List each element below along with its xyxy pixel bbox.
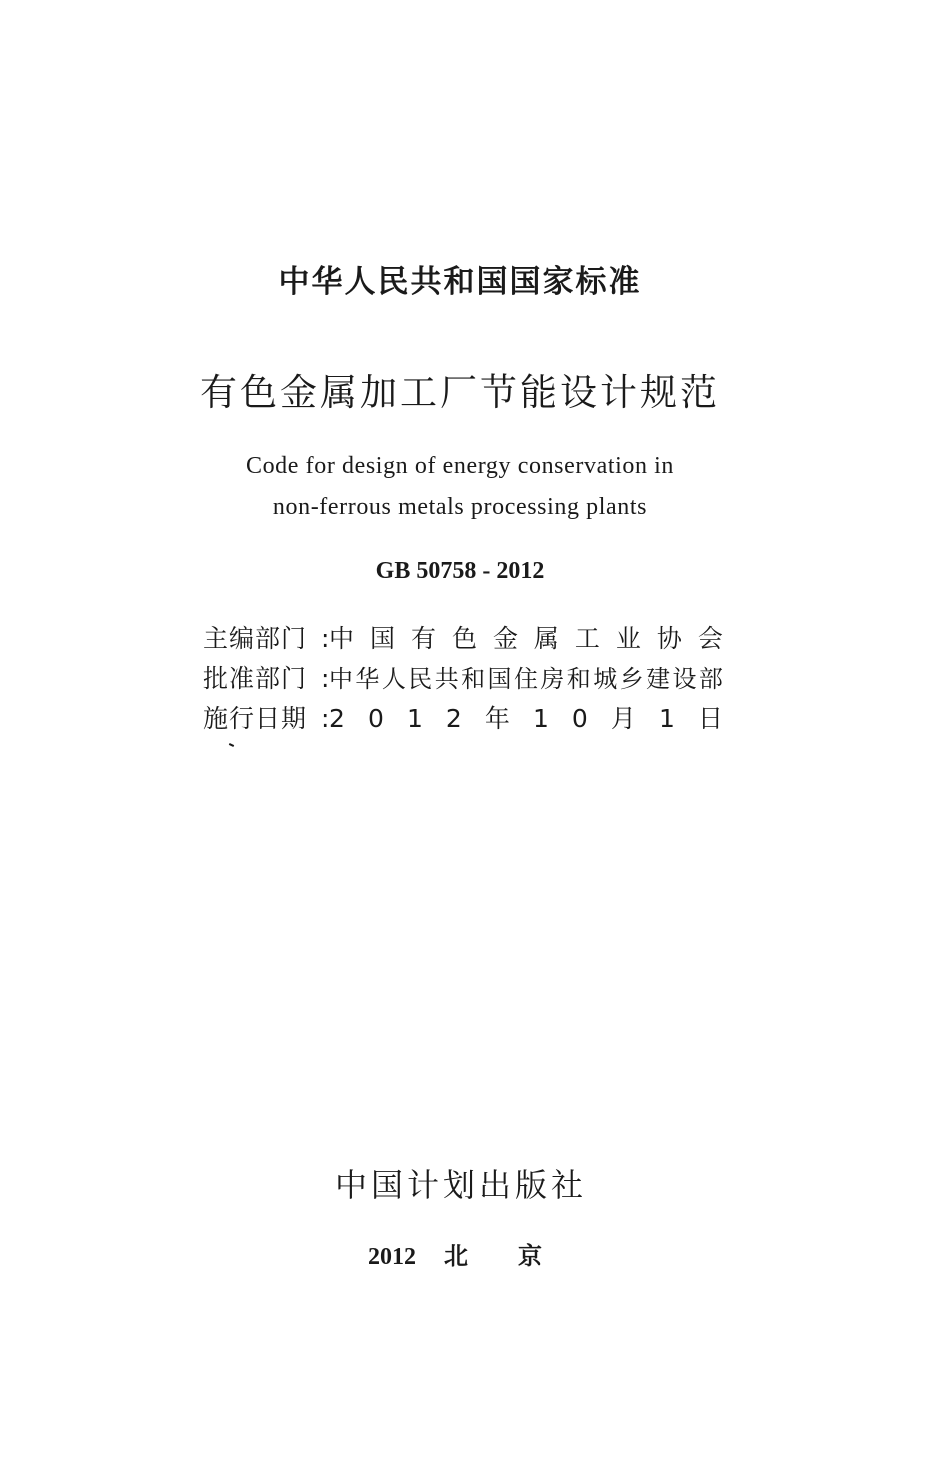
approver-char: 城: [593, 665, 618, 693]
publication-line: [368, 1236, 592, 1271]
date-char: 日: [697, 704, 723, 733]
document-title-english: [0, 446, 920, 528]
approver-char: 和: [461, 665, 486, 693]
approver-char: 建: [646, 665, 671, 693]
approver-colon: :: [321, 664, 330, 693]
editor-char: 有: [410, 624, 436, 653]
approver-row: [203, 659, 723, 699]
date-char: 0: [571, 704, 588, 733]
date-char: 1: [658, 704, 675, 733]
approver-char: 共: [434, 665, 459, 693]
metadata-block: [203, 619, 723, 739]
effective-date-colon: :: [321, 704, 330, 733]
editor-row: [203, 619, 723, 659]
editor-char: 国: [369, 624, 395, 653]
standard-code: GB 50758 - 2012: [375, 558, 545, 584]
editor-label: 主编部门: [203, 624, 308, 653]
editor-char: 业: [615, 624, 641, 653]
effective-date-row: [203, 699, 723, 739]
approver-char: 人: [381, 665, 406, 693]
editor-char: 金: [492, 624, 518, 653]
approver-char: 乡: [619, 665, 644, 693]
approver-char: 住: [513, 665, 538, 693]
stray-mark: [229, 743, 234, 747]
editor-char: 中: [329, 624, 355, 653]
english-title-line-2: non-ferrous metals processing plants: [272, 494, 648, 520]
approver-char: 华: [355, 665, 380, 693]
date-char: 2: [445, 704, 462, 733]
date-char: 2: [329, 704, 345, 733]
english-title-line-1: Code for design of energy conservation in: [245, 453, 675, 479]
editor-char: 协: [656, 624, 682, 653]
approver-char: 设: [672, 665, 697, 693]
effective-date-label: 施行日期: [203, 704, 308, 733]
approver-char: 国: [487, 665, 512, 693]
approver-char: 房: [540, 665, 565, 693]
date-char: 1: [532, 704, 549, 733]
date-char: 0: [367, 704, 384, 733]
editor-colon: :: [321, 624, 330, 653]
approver-label: 批准部门: [203, 664, 308, 693]
editor-char: 会: [697, 624, 723, 653]
approver-value: [329, 659, 723, 699]
editor-char: 属: [533, 624, 559, 653]
approver-char: 和: [566, 665, 591, 693]
editor-value: [329, 619, 723, 659]
publication-year: 2012: [368, 1244, 416, 1270]
date-char: 1: [406, 704, 423, 733]
date-char: 年: [484, 704, 510, 733]
standard-series-heading: 中华人民共和国国家标准: [278, 264, 642, 300]
approver-char: 部: [698, 665, 723, 693]
publisher-name: 中国计划出版社: [334, 1166, 587, 1204]
publication-city: 北京: [444, 1242, 592, 1270]
effective-date-value: [329, 699, 723, 739]
date-char: 月: [610, 704, 636, 733]
approver-char: 民: [408, 665, 433, 693]
document-title-chinese: 有色金属加工厂节能设计规范: [200, 371, 720, 414]
approver-char: 中: [329, 665, 353, 693]
editor-char: 工: [574, 624, 600, 653]
editor-char: 色: [451, 624, 477, 653]
